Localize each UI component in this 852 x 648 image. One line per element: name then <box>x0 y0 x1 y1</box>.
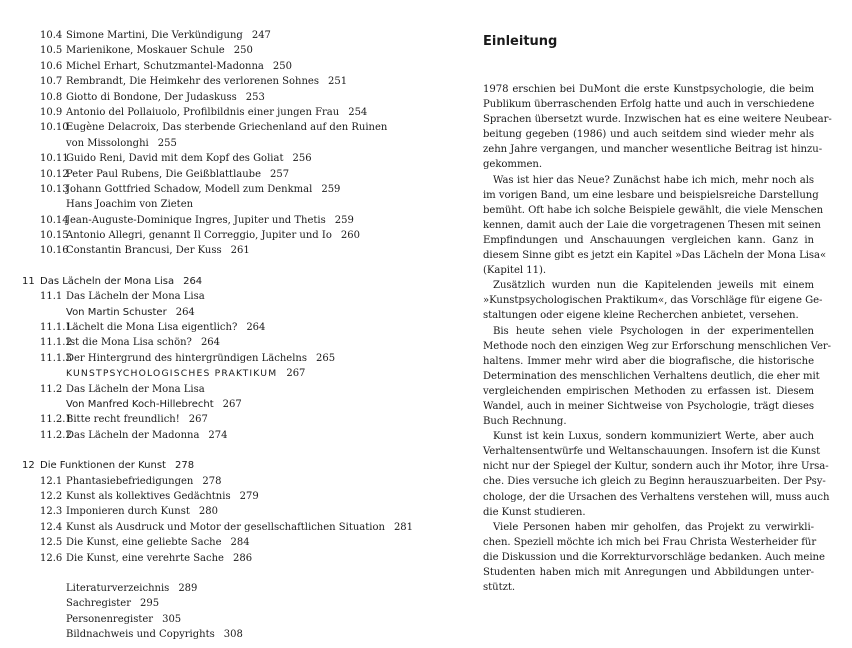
toc-entry-page: 264 <box>200 337 221 349</box>
text-line: Sprachen übersetzt wurde. Inzwischen hat es eine weitere Neubear- <box>483 114 832 126</box>
toc-entry-number: 11.1 <box>40 291 63 303</box>
text-line: Studenten haben mich mit Anregungen und Abbildungen unter- <box>483 567 814 578</box>
text-line: gekommen. <box>483 159 543 171</box>
toc-entry-number: 10.14 <box>40 214 69 226</box>
toc-entry <box>40 151 440 166</box>
toc-entry <box>40 243 440 258</box>
toc-entry-title: Michel Erhart, Schutzmantel-Madonna <box>66 60 264 72</box>
toc-entry <box>40 551 440 566</box>
toc-entry-number: 10.4 <box>40 30 63 41</box>
toc-chapter-title: Die Funktionen der Kunst <box>40 460 166 472</box>
toc-entry-number: 12.6 <box>40 552 63 564</box>
toc-entry <box>40 627 440 642</box>
toc-entry-page: 274 <box>208 429 228 441</box>
toc-entry-number: 10.16 <box>40 245 69 257</box>
toc-entry-title: Guido Reni, David mit dem Kopf des Goliat <box>66 153 284 165</box>
toc-entry <box>40 412 440 427</box>
toc-entry-page: 251 <box>327 76 348 88</box>
toc-entry <box>40 74 440 89</box>
toc-entry-page: 261 <box>230 245 250 257</box>
text-line: che. Dies versuche ich gleich zu Beginn herauszuarbeiten. Der Psy- <box>483 476 826 488</box>
text-line: 1978 erschien bei DuMont die erste Kunstpsychologie, die beim <box>483 84 814 95</box>
toc-entry <box>40 397 440 412</box>
toc-entry-title: Marienikone, Moskauer Schule <box>66 45 225 57</box>
toc-entry-page: 267 <box>188 414 208 426</box>
text-line: Buch Rechnung. <box>483 416 567 428</box>
toc-entry-page: 305 <box>162 613 182 625</box>
toc-entry-page: 259 <box>334 214 354 226</box>
toc-entry-title: Peter Paul Rubens, Die Geißblattlaube <box>66 168 261 180</box>
text-line: »Kunstpsychologischen Praktikum«, das Vorschläge für eigene Ge- <box>483 295 823 307</box>
text-line: die Kunst studieren. <box>483 506 586 518</box>
toc-entry-title: Phantasiebefriedigungen <box>66 475 194 487</box>
text-line: diesem Sinne gibt es jetzt ein Kapitel »Das Lächeln der Mona Lisa« <box>483 250 827 262</box>
text-line: Empfindungen und Anschauungen vergleichen kann. Ganz in <box>483 234 814 246</box>
toc-entry <box>40 43 440 58</box>
toc-entry-title: Das Lächeln der Mona Lisa <box>66 383 205 395</box>
toc-entry <box>40 136 440 151</box>
toc-entry <box>40 335 440 350</box>
text-line: chologe, der die Ursachen des Verhaltens verstehen will, muss auch <box>483 491 830 503</box>
toc-entry-number: 12.1 <box>40 475 63 487</box>
toc-chapter-11 <box>22 274 440 289</box>
toc-entry-page: 260 <box>340 230 360 242</box>
toc-entry-page: 308 <box>223 629 243 641</box>
toc-entry <box>40 105 440 120</box>
toc-entry-title: Lächelt die Mona Lisa eigentlich? <box>66 322 238 334</box>
toc-section-11 <box>40 289 440 443</box>
toc-entry-title: Bitte recht freundlich! <box>66 414 180 426</box>
toc-entry-page: 267 <box>222 398 242 410</box>
toc-chapter-number: 12 <box>22 460 35 472</box>
toc-entry-number: 10.6 <box>40 60 63 72</box>
toc-entry-page: 253 <box>245 91 265 103</box>
introduction-page <box>483 34 832 595</box>
toc-entry-page: 250 <box>272 60 292 72</box>
toc-entry-number: 10.10 <box>40 122 69 134</box>
toc-entry-number: 12.5 <box>40 537 63 549</box>
toc-entry-page: 289 <box>178 582 198 594</box>
toc-entry-title: Das Lächeln der Mona Lisa <box>66 291 205 303</box>
toc-entry-number: 12.3 <box>40 506 63 518</box>
toc-entry <box>40 520 440 535</box>
toc-entry-number: 10.12 <box>40 168 69 180</box>
toc-entry <box>40 428 440 443</box>
text-line: vergleichenden empirischen Methoden zu erfassen ist. Diesem <box>483 385 814 397</box>
toc-entry-title: Literaturverzeichnis <box>66 582 170 594</box>
toc-entry <box>40 228 440 243</box>
toc-entry-page: 284 <box>230 537 250 549</box>
toc-entry-number: 10.5 <box>40 45 63 57</box>
toc-entry-title: Die Kunst, eine verehrte Sache <box>66 552 224 564</box>
toc-entry-title: Von Martin Schuster <box>66 306 167 318</box>
toc-entry <box>40 581 440 596</box>
toc-entry <box>40 320 440 335</box>
toc-entry <box>40 366 440 381</box>
toc-entry-number: 11.1.2 <box>40 337 72 349</box>
toc-entry-page: 255 <box>157 137 177 149</box>
text-line: (Kapitel 11). <box>483 265 546 277</box>
toc-entry <box>40 197 440 212</box>
text-line: zehn Jahre vergangen, und mancher wesentliche Beitrag ist hinzu- <box>483 144 823 156</box>
toc-entry-page: 259 <box>321 183 341 195</box>
toc-entry-number: 10.15 <box>40 230 69 242</box>
text-line: Bis heute sehen viele Psychologen in der experimentellen <box>493 325 814 337</box>
toc-entry-number: 10.13 <box>40 183 69 195</box>
toc-entry-page: 279 <box>239 490 259 502</box>
text-line: bemüht. Oft habe ich solche Beispiele gewählt, die viele Menschen <box>483 204 824 216</box>
toc-entry-page: 267 <box>286 368 306 380</box>
page-title: Einleitung <box>483 34 558 49</box>
toc-chapter-page: 278 <box>174 460 195 472</box>
toc-entry-title: Constantin Brancusi, Der Kuss <box>66 245 222 257</box>
toc-entry-title: Personenregister <box>66 613 154 625</box>
toc-entry <box>40 596 440 611</box>
toc-entry-page: 278 <box>202 475 222 487</box>
toc-section-10 <box>40 28 440 259</box>
toc-entry-number: 10.7 <box>40 76 63 88</box>
toc-section-12 <box>40 474 440 566</box>
toc-entry-number: 10.9 <box>40 106 63 118</box>
table-of-contents <box>22 28 440 642</box>
toc-entry-number: 12.2 <box>40 490 63 502</box>
toc-entry-number: 11.1.1 <box>40 322 72 334</box>
text-line: kennen, damit auch der Laie die vorgetragenen Thesen mit seinen <box>483 219 821 231</box>
text-line: Publikum überraschenden Erfolg hatte und auch in verschiedene <box>483 99 815 111</box>
toc-entry-page: 286 <box>232 552 253 564</box>
toc-entry-title: Bildnachweis und Copyrights <box>66 629 215 641</box>
toc-entry <box>40 182 440 197</box>
text-line: Wandel, auch in meiner Sichtweise von Psychologie, trägt dieses <box>483 400 814 412</box>
toc-entry-number: 11.1.3 <box>40 352 72 364</box>
toc-entry-number: 11.2.1 <box>40 414 72 426</box>
toc-entry-page: 281 <box>393 521 414 533</box>
toc-entry-title: Kunst als Ausdruck und Motor der gesellschaftlichen Situation <box>66 521 385 533</box>
text-line: Kunst ist kein Luxus, sondern kommuniziert Werte, aber auch <box>493 431 814 443</box>
text-line: Verhaltensentwürfe und Weltanschauungen. Insofern ist die Kunst <box>483 446 821 458</box>
toc-entry-number: 11.2.2 <box>40 429 72 441</box>
toc-entry <box>40 612 440 627</box>
toc-entry <box>40 535 440 550</box>
toc-appendix <box>40 581 440 643</box>
toc-entry-page: 250 <box>233 45 253 57</box>
toc-entry-title: KUNSTPSYCHOLOGISCHES PRAKTIKUM <box>66 368 278 380</box>
toc-entry <box>40 90 440 105</box>
toc-entry-page: 256 <box>292 153 312 165</box>
toc-entry-number: 12.4 <box>40 521 63 533</box>
toc-entry-title: Der Hintergrund des hintergründigen Lächelns <box>66 352 307 364</box>
toc-entry-title: Imponieren durch Kunst <box>66 506 190 518</box>
toc-entry-page: 257 <box>270 168 290 180</box>
text-line: Determination des menschlichen Verhaltens deutlich, die eher mit <box>483 370 820 382</box>
toc-entry-title: Hans Joachim von Zieten <box>66 199 194 211</box>
toc-entry-title: Die Kunst, eine geliebte Sache <box>66 537 222 549</box>
toc-entry-title: Giotto di Bondone, Der Judaskuss <box>66 91 237 103</box>
toc-entry-title: Kunst als kollektives Gedächtnis <box>66 490 231 502</box>
toc-entry <box>40 28 440 43</box>
toc-entry <box>40 489 440 504</box>
text-line: beitung gegeben (1986) und auch seitdem sind wieder mehr als <box>483 129 814 141</box>
toc-entry <box>40 59 440 74</box>
toc-entry <box>40 289 440 304</box>
toc-entry <box>40 305 440 320</box>
toc-chapter-page: 264 <box>183 275 203 287</box>
toc-entry <box>40 382 440 397</box>
toc-entry-page: 264 <box>246 322 266 334</box>
toc-entry-number: 10.8 <box>40 91 63 103</box>
toc-entry-title: Jean-Auguste-Dominique Ingres, Jupiter und Thetis <box>66 214 326 226</box>
text-line: staltungen oder eigene kleine Recherchen anbietet, versehen. <box>483 310 799 322</box>
toc-entry-page: 295 <box>140 598 160 610</box>
text-line: chen. Speziell möchte ich mich bei Frau Christa Westerheider für <box>483 536 817 548</box>
toc-entry-title: Simone Martini, Die Verkündigung <box>66 30 243 41</box>
text-line: Was ist hier das Neue? Zunächst habe ich mich, mehr noch als <box>493 174 814 186</box>
toc-entry-title: Ist die Mona Lisa schön? <box>66 337 192 349</box>
toc-entry-title: Antonio del Pollaiuolo, Profilbildnis einer jungen Frau <box>66 106 340 118</box>
toc-entry-title: Antonio Allegri, genannt Il Correggio, Jupiter und Io <box>66 230 332 242</box>
toc-entry-page: 264 <box>175 306 195 318</box>
toc-entry <box>40 351 440 366</box>
text-line: Methode noch den einzigen Weg zur Erforschung menschlichen Ver- <box>483 340 832 352</box>
toc-entry <box>40 213 440 228</box>
toc-entry-page: 254 <box>348 106 368 118</box>
toc-entry-number: 11.2 <box>40 383 63 395</box>
text-line: Zusätzlich wurden nun die Kapitelenden jeweils mit einem <box>493 280 814 292</box>
toc-entry <box>40 474 440 489</box>
toc-chapter-number: 11 <box>22 275 35 287</box>
toc-entry <box>40 167 440 182</box>
toc-entry-title: Rembrandt, Die Heimkehr des verlorenen Sohnes <box>66 76 319 88</box>
text-line: Viele Personen haben mir geholfen, das Projekt zu verwirkli- <box>493 521 814 533</box>
text-line: haltens. Immer mehr wird aber die biografische, die historische <box>483 355 814 367</box>
toc-entry-page: 280 <box>198 506 218 518</box>
toc-entry-page: 265 <box>315 352 336 364</box>
text-line: im vorigen Band, um eine lesbare und beispielsreiche Darstellung <box>483 189 819 201</box>
toc-entry <box>40 504 440 519</box>
toc-chapter-12 <box>22 458 440 473</box>
toc-entry-page: 247 <box>251 30 271 41</box>
text-line: stützt. <box>483 582 516 594</box>
toc-entry-title: Eugène Delacroix, Das sterbende Griechenland auf den Ruinen <box>66 122 388 134</box>
introduction-body <box>483 82 832 595</box>
toc-entry-title: von Missolonghi <box>66 137 149 149</box>
toc-entry-title: Sachregister <box>66 598 131 610</box>
toc-entry <box>40 120 440 135</box>
toc-entry-title: Johann Gottfried Schadow, Modell zum Denkmal <box>66 183 313 195</box>
text-line: die Diskussion und die Korrekturvorschläge bedanken. Auch meine <box>483 551 825 563</box>
text-line: nicht nur der Spiegel der Kultur, sondern auch ihr Motor, ihre Ursa- <box>483 461 829 473</box>
toc-entry-title: Das Lächeln der Madonna <box>66 429 200 441</box>
toc-chapter-title: Das Lächeln der Mona Lisa <box>40 275 175 287</box>
toc-entry-title: Von Manfred Koch-Hillebrecht <box>66 398 214 410</box>
toc-entry-number: 10.11 <box>40 153 69 165</box>
